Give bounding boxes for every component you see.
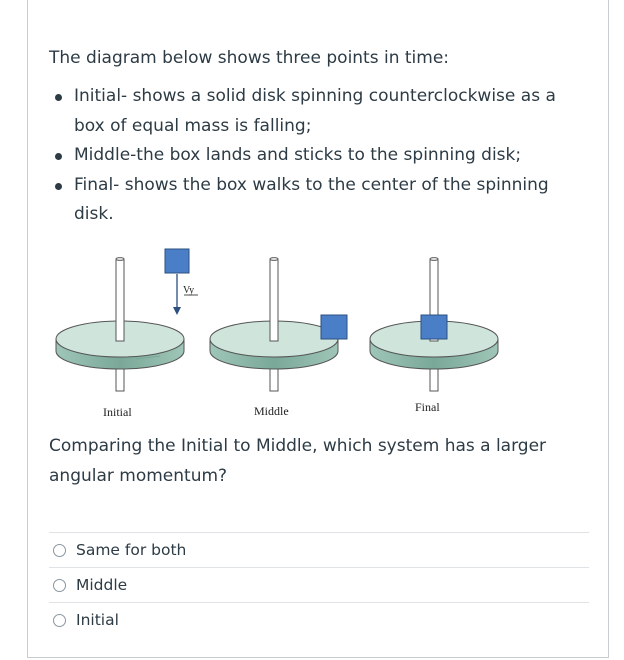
velocity-label: Vy: [183, 285, 195, 296]
final-disk: [370, 258, 498, 392]
answer-initial[interactable]: [49, 602, 589, 637]
time-points-list: [49, 82, 589, 230]
point-final: Final- shows the box walks to the center of the spinning disk.: [49, 171, 589, 230]
answer-middle[interactable]: [49, 567, 589, 602]
answer-label: Middle: [76, 576, 128, 594]
answer-label: Same for both: [76, 541, 187, 559]
answer-label: Initial: [76, 611, 119, 629]
middle-disk: [210, 258, 347, 392]
point-middle: Middle-the box lands and sticks to the spinning disk;: [49, 141, 589, 171]
initial-disk: [56, 258, 184, 392]
landed-box: [321, 315, 347, 339]
radio-button[interactable]: [53, 614, 66, 627]
disk-diagram: [48, 243, 588, 423]
intro-text: The diagram below shows three points in time:: [49, 48, 450, 68]
falling-box: [165, 249, 189, 315]
label-final: Final: [415, 400, 440, 414]
radio-button[interactable]: [53, 544, 66, 557]
label-initial: Initial: [103, 405, 132, 419]
label-middle: Middle: [254, 404, 289, 418]
center-box: [421, 315, 447, 339]
question-text: Comparing the Initial to Middle, which system has a larger angular momentum?: [49, 436, 547, 486]
point-initial: Initial- shows a solid disk spinning counterclockwise as a box of equal mass is falling;: [49, 82, 589, 141]
answer-list: [49, 532, 589, 637]
question-card: [27, 0, 609, 658]
radio-button[interactable]: [53, 579, 66, 592]
answer-same-for-both[interactable]: [49, 532, 589, 567]
